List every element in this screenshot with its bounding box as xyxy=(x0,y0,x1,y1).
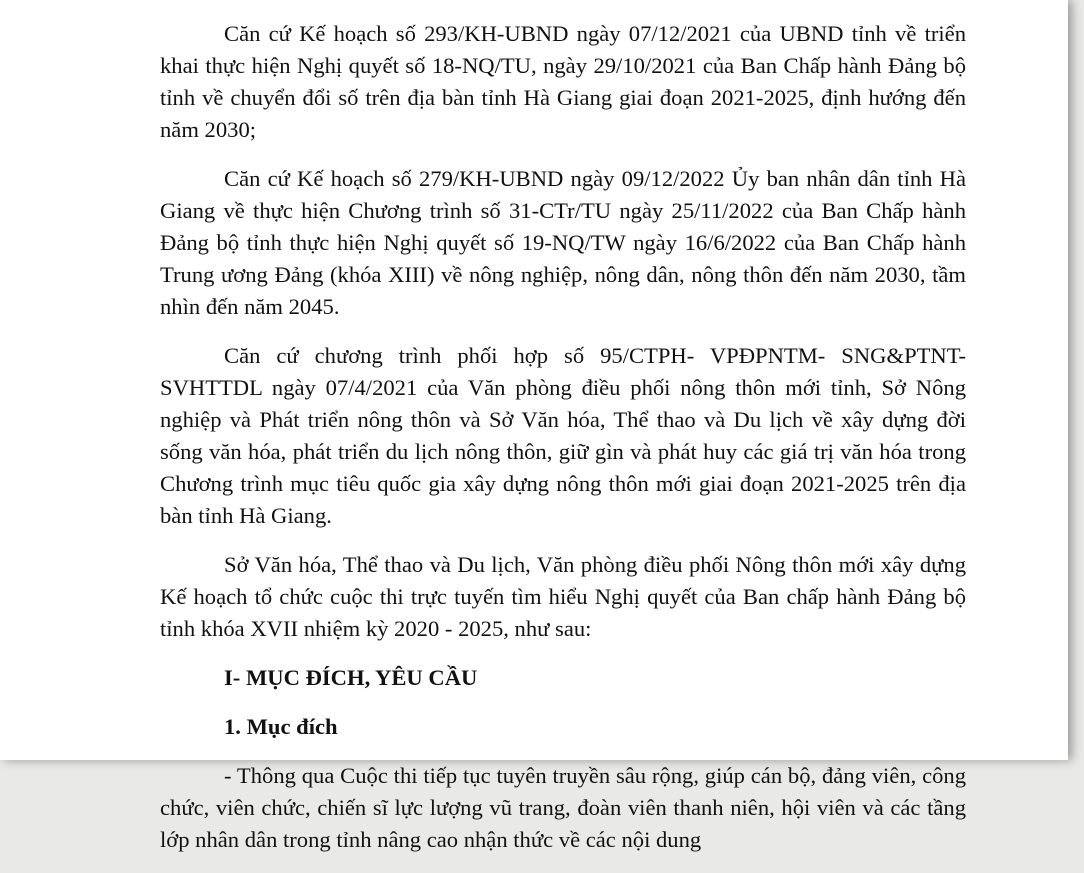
paragraph-legal-basis-3: Căn cứ chương trình phối hợp số 95/CTPH- VPĐPNTM- SNG&PTNT-SVHTTDL ngày 07/4/2021 của Văn phòng điều phối nông thôn mới tỉnh, Sở Nông nghiệp và Phát triển nông thôn và Sở Văn hóa, Thể thao và Du lịch về xây dựng đời sống văn hóa, phát triển du lịch nông thôn, giữ gìn và phát huy các giá trị văn hóa trong Chương trình mục tiêu quốc gia xây dựng nông thôn mới giai đoạn 2021-2025 trên địa bàn tỉnh Hà Giang. xyxy=(160,343,966,528)
subsection-heading: 1. Mục đích xyxy=(224,714,338,739)
document-body xyxy=(160,18,966,873)
paragraph-introduction: Sở Văn hóa, Thể thao và Du lịch, Văn phòng điều phối Nông thôn mới xây dựng Kế hoạch tổ chức cuộc thi trực tuyến tìm hiểu Nghị quyết của Ban chấp hành Đảng bộ tỉnh khóa XVII nhiệm kỳ 2020 - 2025, như sau: xyxy=(160,552,966,641)
paragraph-purpose: - Thông qua Cuộc thi tiếp tục tuyên truyền sâu rộng, giúp cán bộ, đảng viên, công chức, viên chức, chiến sĩ lực lượng vũ trang, đoàn viên thanh niên, hội viên và các tầng lớp nhân dân trong tỉnh nâng cao nhận thức về các nội dung xyxy=(160,763,966,852)
paragraph-legal-basis-2: Căn cứ Kế hoạch số 279/KH-UBND ngày 09/12/2022 Ủy ban nhân dân tỉnh Hà Giang về thực hiện Chương trình số 31-CTr/TU ngày 25/11/2022 của Ban Chấp hành Đảng bộ tỉnh thực hiện Nghị quyết số 19-NQ/TW ngày 16/6/2022 của Ban Chấp hành Trung ương Đảng (khóa XIII) về nông nghiệp, nông dân, nông thôn đến năm 2030, tầm nhìn đến năm 2045. xyxy=(160,166,966,319)
section-heading: I- MỤC ĐÍCH, YÊU CẦU xyxy=(224,665,478,690)
paragraph-legal-basis-1: Căn cứ Kế hoạch số 293/KH-UBND ngày 07/12/2021 của UBND tỉnh về triển khai thực hiện Nghị quyết số 18-NQ/TU, ngày 29/10/2021 của Ban Chấp hành Đảng bộ tỉnh về chuyển đổi số trên địa bàn tỉnh Hà Giang giai đoạn 2021-2025, định hướng đến năm 2030; xyxy=(160,21,966,142)
